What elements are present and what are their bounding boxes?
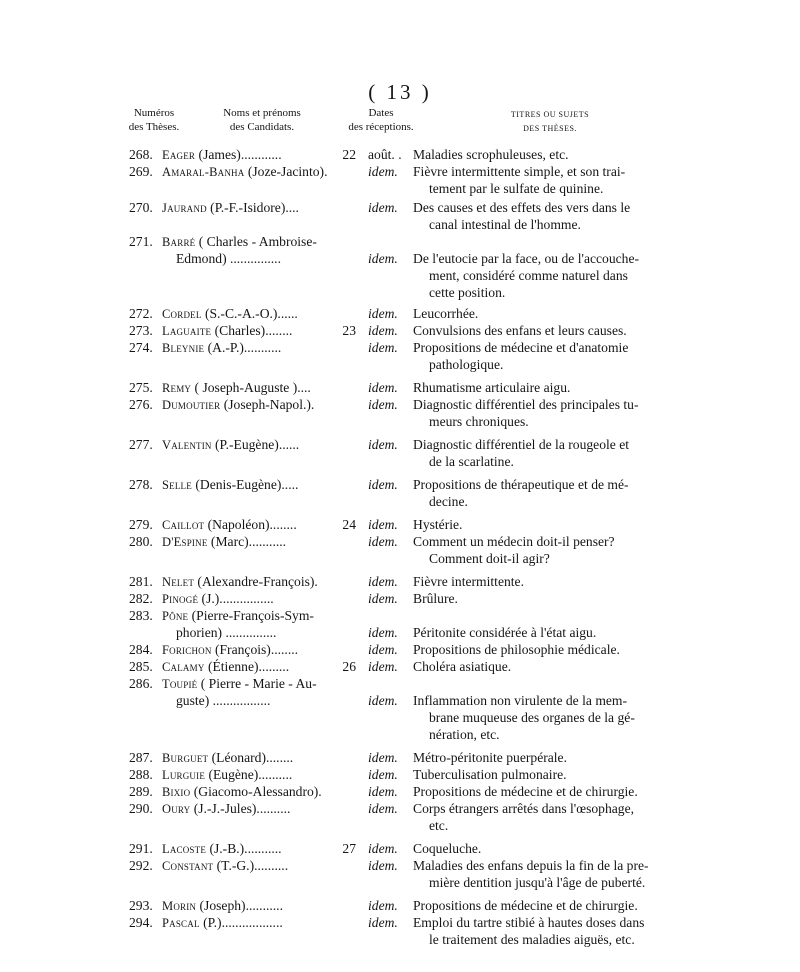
thesis-entry xyxy=(0,516,800,533)
entry-line xyxy=(0,658,800,675)
candidate-given-names: (Joseph)........... xyxy=(196,898,283,913)
candidate-name xyxy=(162,379,311,397)
page-number: ( 13 ) xyxy=(368,80,432,104)
thesis-entry xyxy=(0,573,800,590)
entry-line xyxy=(0,550,800,567)
candidate-name xyxy=(162,533,286,551)
entry-line xyxy=(0,379,800,396)
thesis-entry xyxy=(0,607,800,641)
thesis-entry xyxy=(0,590,800,607)
reception-date: idem. xyxy=(368,625,398,640)
thesis-title: Leucorrhée. xyxy=(413,306,479,321)
entry-line xyxy=(0,146,800,163)
entry-line xyxy=(0,692,800,709)
candidate-surname: Laguaite xyxy=(162,324,212,338)
thesis-number: 291. xyxy=(129,841,153,856)
thesis-title-continuation: tement par le sulfate de quinine. xyxy=(429,181,604,196)
candidate-surname: Pinogé xyxy=(162,592,199,606)
entry-line xyxy=(0,857,800,874)
thesis-title: Tuberculisation pulmonaire. xyxy=(413,767,567,782)
thesis-number: 269. xyxy=(129,164,153,179)
thesis-title: Corps étrangers arrêtés dans l'œsophage, xyxy=(413,801,635,816)
thesis-title-continuation: le traitement des maladies aiguës, etc. xyxy=(429,932,635,947)
candidate-surname: Bleynie xyxy=(162,341,205,355)
thesis-entry xyxy=(0,675,800,743)
thesis-title-continuation: nération, etc. xyxy=(429,727,500,742)
entry-line xyxy=(0,493,800,510)
entry-line xyxy=(0,216,800,233)
reception-date: idem. xyxy=(368,306,398,321)
thesis-entry xyxy=(0,476,800,510)
entry-line xyxy=(0,573,800,590)
reception-date: idem. xyxy=(368,642,398,657)
reception-date: idem. xyxy=(368,517,398,532)
thesis-title: Propositions de médecine et de chirurgie. xyxy=(413,898,638,913)
thesis-title: Des causes et des effets des vers dans le xyxy=(413,200,631,215)
thesis-entry xyxy=(0,305,800,322)
thesis-number: 282. xyxy=(129,591,153,606)
thesis-number: 270. xyxy=(129,200,153,215)
thesis-number: 288. xyxy=(129,767,153,782)
entry-line xyxy=(0,817,800,834)
thesis-title: Brûlure. xyxy=(413,591,458,606)
candidate-given-names: (François)........ xyxy=(211,642,299,657)
candidate-surname: D'Espine xyxy=(162,535,208,549)
reception-date: idem. xyxy=(368,323,398,338)
entry-line xyxy=(0,163,800,180)
thesis-number: 268. xyxy=(129,147,153,162)
candidate-given-names: (Alexandre-François). xyxy=(194,574,318,589)
entry-line xyxy=(0,180,800,197)
thesis-title-continuation: de la scarlatine. xyxy=(429,454,514,469)
candidate-given-names: ( Pierre - Marie - Au- xyxy=(197,676,317,691)
thesis-title: Maladies des enfans depuis la fin de la pre- xyxy=(413,858,649,873)
header-titres-line1: TITRES OU SUJETS xyxy=(510,110,590,119)
header-titres xyxy=(480,108,620,136)
header-dates-line1: Dates xyxy=(368,107,394,119)
thesis-title-continuation: decine. xyxy=(429,494,468,509)
thesis-title-continuation: ment, considéré comme naturel dans xyxy=(429,268,628,283)
thesis-title-continuation: Comment doit-il agir? xyxy=(429,551,550,566)
reception-date: idem. xyxy=(368,841,398,856)
candidate-name xyxy=(162,476,298,494)
reception-date: idem. xyxy=(368,397,398,412)
thesis-number: 283. xyxy=(129,608,153,623)
thesis-number: 274. xyxy=(129,340,153,355)
entry-line xyxy=(0,339,800,356)
entry-line xyxy=(0,726,800,743)
candidate-given-names: (Pierre-François-Sym- xyxy=(188,608,314,623)
thesis-entry xyxy=(0,766,800,783)
entry-line xyxy=(0,476,800,493)
thesis-number: 278. xyxy=(129,477,153,492)
reception-date: août. . xyxy=(368,147,402,162)
reception-day: 22 xyxy=(342,147,356,162)
candidate-name xyxy=(162,590,274,608)
header-noms xyxy=(202,106,322,134)
candidate-name-continuation: Edmond) ............... xyxy=(176,251,281,266)
candidate-name-continuation: guste) ................. xyxy=(176,693,271,708)
thesis-entry xyxy=(0,322,800,339)
thesis-entry xyxy=(0,379,800,396)
candidate-given-names: (Joseph-Napol.). xyxy=(220,397,315,412)
entry-line xyxy=(0,453,800,470)
reception-date: idem. xyxy=(368,693,398,708)
thesis-title: Choléra asiatique. xyxy=(413,659,512,674)
candidate-name xyxy=(162,322,292,340)
candidate-given-names: (J.-B.)........... xyxy=(206,841,282,856)
thesis-entry xyxy=(0,749,800,766)
reception-date: idem. xyxy=(368,659,398,674)
entry-line xyxy=(0,199,800,216)
thesis-number: 290. xyxy=(129,801,153,816)
thesis-title: Diagnostic différentiel de la rougeole et xyxy=(413,437,630,452)
reception-date: idem. xyxy=(368,801,398,816)
reception-date: idem. xyxy=(368,534,398,549)
entry-line xyxy=(0,766,800,783)
candidate-name xyxy=(162,658,289,676)
candidate-given-names: (Charles)........ xyxy=(211,323,293,338)
reception-date: idem. xyxy=(368,251,398,266)
candidate-given-names: (Napoléon)........ xyxy=(204,517,297,532)
candidate-given-names: (Eugène).......... xyxy=(205,767,293,782)
thesis-title: Emploi du tartre stibié à hautes doses dans xyxy=(413,915,645,930)
candidate-name xyxy=(162,897,283,915)
reception-date: idem. xyxy=(368,915,398,930)
thesis-number: 294. xyxy=(129,915,153,930)
candidate-surname: Amaral-Banha xyxy=(162,165,245,179)
thesis-title: Propositions de thérapeutique et de mé- xyxy=(413,477,629,492)
thesis-title: Fièvre intermittente. xyxy=(413,574,524,589)
entry-line xyxy=(0,914,800,931)
candidate-surname: Calamy xyxy=(162,660,205,674)
candidate-surname: Dumoutier xyxy=(162,398,221,412)
reception-date: idem. xyxy=(368,164,398,179)
candidate-surname: Oury xyxy=(162,802,191,816)
thesis-title: Hystérie. xyxy=(413,517,463,532)
header-numeros-line1: Numéros xyxy=(133,107,175,119)
thesis-entry xyxy=(0,800,800,834)
reception-date: idem. xyxy=(368,437,398,452)
candidate-name xyxy=(162,783,322,801)
thesis-number: 272. xyxy=(129,306,153,321)
entry-line xyxy=(0,800,800,817)
entry-line xyxy=(0,675,800,692)
thesis-number: 289. xyxy=(129,784,153,799)
entry-line xyxy=(0,233,800,250)
entry-line xyxy=(0,284,800,301)
thesis-entry xyxy=(0,339,800,373)
thesis-number: 275. xyxy=(129,380,153,395)
reception-date: idem. xyxy=(368,784,398,799)
thesis-title-continuation: pathologique. xyxy=(429,357,504,372)
thesis-entry xyxy=(0,641,800,658)
entry-line xyxy=(0,783,800,800)
header-noms-line1: Noms et prénoms xyxy=(223,107,301,119)
entry-line xyxy=(0,267,800,284)
header-numeros-line2: des Thèses. xyxy=(128,121,180,133)
candidate-name xyxy=(162,339,281,357)
thesis-title: Rhumatisme articulaire aigu. xyxy=(413,380,571,395)
thesis-number: 281. xyxy=(129,574,153,589)
thesis-title: Propositions de philosophie médicale. xyxy=(413,642,620,657)
candidate-name xyxy=(162,305,298,323)
entry-line xyxy=(0,436,800,453)
candidate-given-names: (A.-P.)........... xyxy=(204,340,282,355)
reception-date: idem. xyxy=(368,767,398,782)
entry-line xyxy=(0,322,800,339)
thesis-number: 277. xyxy=(129,437,153,452)
candidate-surname: Remy xyxy=(162,381,192,395)
thesis-number: 293. xyxy=(129,898,153,913)
entry-line xyxy=(0,533,800,550)
thesis-entry xyxy=(0,533,800,567)
candidate-surname: Constant xyxy=(162,859,214,873)
candidate-surname: Bixio xyxy=(162,785,191,799)
candidate-given-names: (P.).................. xyxy=(199,915,283,930)
thesis-number: 273. xyxy=(129,323,153,338)
reception-day: 27 xyxy=(342,841,356,856)
thesis-title: Maladies scrophuleuses, etc. xyxy=(413,147,569,162)
thesis-number: 279. xyxy=(129,517,153,532)
entry-line xyxy=(0,250,800,267)
candidate-surname: Morin xyxy=(162,899,197,913)
candidate-name xyxy=(162,675,317,693)
candidate-name xyxy=(162,914,283,932)
thesis-title: Coqueluche. xyxy=(413,841,482,856)
thesis-title-continuation: cette position. xyxy=(429,285,506,300)
entry-line xyxy=(0,641,800,658)
candidate-name xyxy=(162,516,297,534)
candidate-surname: Pône xyxy=(162,609,189,623)
reception-date: idem. xyxy=(368,340,398,355)
reception-date: idem. xyxy=(368,574,398,589)
thesis-title: Convulsions des enfans et leurs causes. xyxy=(413,323,627,338)
candidate-surname: Eager xyxy=(162,148,196,162)
reception-date: idem. xyxy=(368,200,398,215)
entry-line xyxy=(0,624,800,641)
thesis-number: 285. xyxy=(129,659,153,674)
thesis-title-continuation: mière dentition jusqu'à l'âge de puberté. xyxy=(429,875,646,890)
candidate-given-names: (Denis-Eugène)..... xyxy=(191,477,299,492)
thesis-number: 286. xyxy=(129,676,153,691)
thesis-title: Diagnostic différentiel des principales tu- xyxy=(413,397,639,412)
entry-line xyxy=(0,749,800,766)
candidate-name xyxy=(162,800,290,818)
entry-line xyxy=(0,931,800,948)
candidate-name xyxy=(162,436,299,454)
candidate-given-names: (Marc)........... xyxy=(207,534,287,549)
entry-line xyxy=(0,897,800,914)
thesis-title-continuation: canal intestinal de l'homme. xyxy=(429,217,581,232)
candidate-surname: Cordel xyxy=(162,307,202,321)
entry-line xyxy=(0,874,800,891)
thesis-number: 280. xyxy=(129,534,153,549)
entry-line xyxy=(0,709,800,726)
candidate-given-names: (T.-G.).......... xyxy=(213,858,289,873)
reception-date: idem. xyxy=(368,750,398,765)
thesis-number: 284. xyxy=(129,642,153,657)
candidate-surname: Toupié xyxy=(162,677,198,691)
header-titres-line2: DES THÈSES. xyxy=(523,124,577,133)
thesis-entry xyxy=(0,840,800,857)
thesis-entry xyxy=(0,857,800,891)
candidate-given-names: (Léonard)........ xyxy=(208,750,294,765)
thesis-title-continuation: etc. xyxy=(429,818,449,833)
candidate-surname: Lurguie xyxy=(162,768,206,782)
thesis-entry xyxy=(0,199,800,233)
thesis-title: De l'eutocie par la face, ou de l'accouche- xyxy=(413,251,640,266)
entry-line xyxy=(0,840,800,857)
candidate-surname: Valentin xyxy=(162,438,212,452)
thesis-title: Fièvre intermittente simple, et son trai- xyxy=(413,164,626,179)
candidate-name xyxy=(162,641,298,659)
reception-day: 26 xyxy=(342,659,356,674)
thesis-title-continuation: brane muqueuse des organes de la gé- xyxy=(429,710,635,725)
reception-date: idem. xyxy=(368,858,398,873)
candidate-given-names: ( Joseph-Auguste ).... xyxy=(191,380,311,395)
candidate-name xyxy=(162,749,293,767)
candidate-name xyxy=(162,857,288,875)
thesis-entry xyxy=(0,897,800,914)
entry-line xyxy=(0,356,800,373)
thesis-number: 271. xyxy=(129,234,153,249)
candidate-given-names: (P.-Eugène)...... xyxy=(211,437,300,452)
thesis-title: Péritonite considérée à l'état aigu. xyxy=(413,625,597,640)
header-dates xyxy=(336,106,426,134)
entry-line xyxy=(0,413,800,430)
candidate-given-names: (J.)................ xyxy=(198,591,274,606)
candidate-given-names: (Étienne)......... xyxy=(204,659,290,674)
thesis-title: Propositions de médecine et d'anatomie xyxy=(413,340,629,355)
header-noms-line2: des Candidats. xyxy=(229,121,295,133)
candidate-surname: Jaurand xyxy=(162,201,207,215)
header-numeros xyxy=(114,106,194,134)
thesis-entry xyxy=(0,233,800,301)
thesis-number: 276. xyxy=(129,397,153,412)
candidate-surname: Barré xyxy=(162,235,196,249)
entry-line xyxy=(0,396,800,413)
entry-line xyxy=(0,590,800,607)
candidate-given-names: (Giacomo-Alessandro). xyxy=(190,784,322,799)
theses-list xyxy=(0,146,800,948)
candidate-name-continuation: phorien) ............... xyxy=(176,625,277,640)
reception-day: 23 xyxy=(342,323,356,338)
reception-day: 24 xyxy=(342,517,356,532)
candidate-given-names: (P.-F.-Isidore).... xyxy=(206,200,299,215)
candidate-name xyxy=(162,199,299,217)
thesis-title-continuation: meurs chroniques. xyxy=(429,414,529,429)
entry-line xyxy=(0,516,800,533)
candidate-surname: Forichon xyxy=(162,643,212,657)
thesis-title: Inflammation non virulente de la mem- xyxy=(413,693,628,708)
thesis-entry xyxy=(0,914,800,948)
thesis-entry xyxy=(0,396,800,430)
candidate-given-names: (J.-J.-Jules).......... xyxy=(190,801,291,816)
header-dates-line2: des réceptions. xyxy=(348,121,414,133)
candidate-surname: Pascal xyxy=(162,916,200,930)
candidate-name xyxy=(162,573,318,591)
candidate-given-names: ( Charles - Ambroise- xyxy=(195,234,317,249)
candidate-name xyxy=(162,163,327,181)
candidate-surname: Nelet xyxy=(162,575,195,589)
candidate-surname: Selle xyxy=(162,478,192,492)
candidate-name xyxy=(162,233,317,251)
thesis-title: Propositions de médecine et de chirurgie. xyxy=(413,784,638,799)
thesis-entry xyxy=(0,658,800,675)
thesis-title: Comment un médecin doit-il penser? xyxy=(413,534,615,549)
thesis-entry xyxy=(0,146,800,163)
candidate-name xyxy=(162,840,282,858)
reception-date: idem. xyxy=(368,380,398,395)
candidate-given-names: (S.-C.-A.-O.)...... xyxy=(201,306,298,321)
candidate-name xyxy=(162,607,314,625)
thesis-entry xyxy=(0,436,800,470)
entry-line xyxy=(0,607,800,624)
reception-date: idem. xyxy=(368,591,398,606)
candidate-surname: Burguet xyxy=(162,751,209,765)
thesis-entry xyxy=(0,163,800,197)
candidate-name xyxy=(162,396,314,414)
thesis-number: 292. xyxy=(129,858,153,873)
candidate-given-names: (Joze-Jacinto). xyxy=(244,164,328,179)
reception-date: idem. xyxy=(368,898,398,913)
reception-date: idem. xyxy=(368,477,398,492)
candidate-name xyxy=(162,146,282,164)
entry-line xyxy=(0,305,800,322)
thesis-entry xyxy=(0,783,800,800)
candidate-surname: Lacoste xyxy=(162,842,207,856)
candidate-given-names: (James)............ xyxy=(195,147,282,162)
candidate-surname: Caillot xyxy=(162,518,205,532)
thesis-title: Métro-péritonite puerpérale. xyxy=(413,750,567,765)
thesis-number: 287. xyxy=(129,750,153,765)
candidate-name xyxy=(162,766,292,784)
